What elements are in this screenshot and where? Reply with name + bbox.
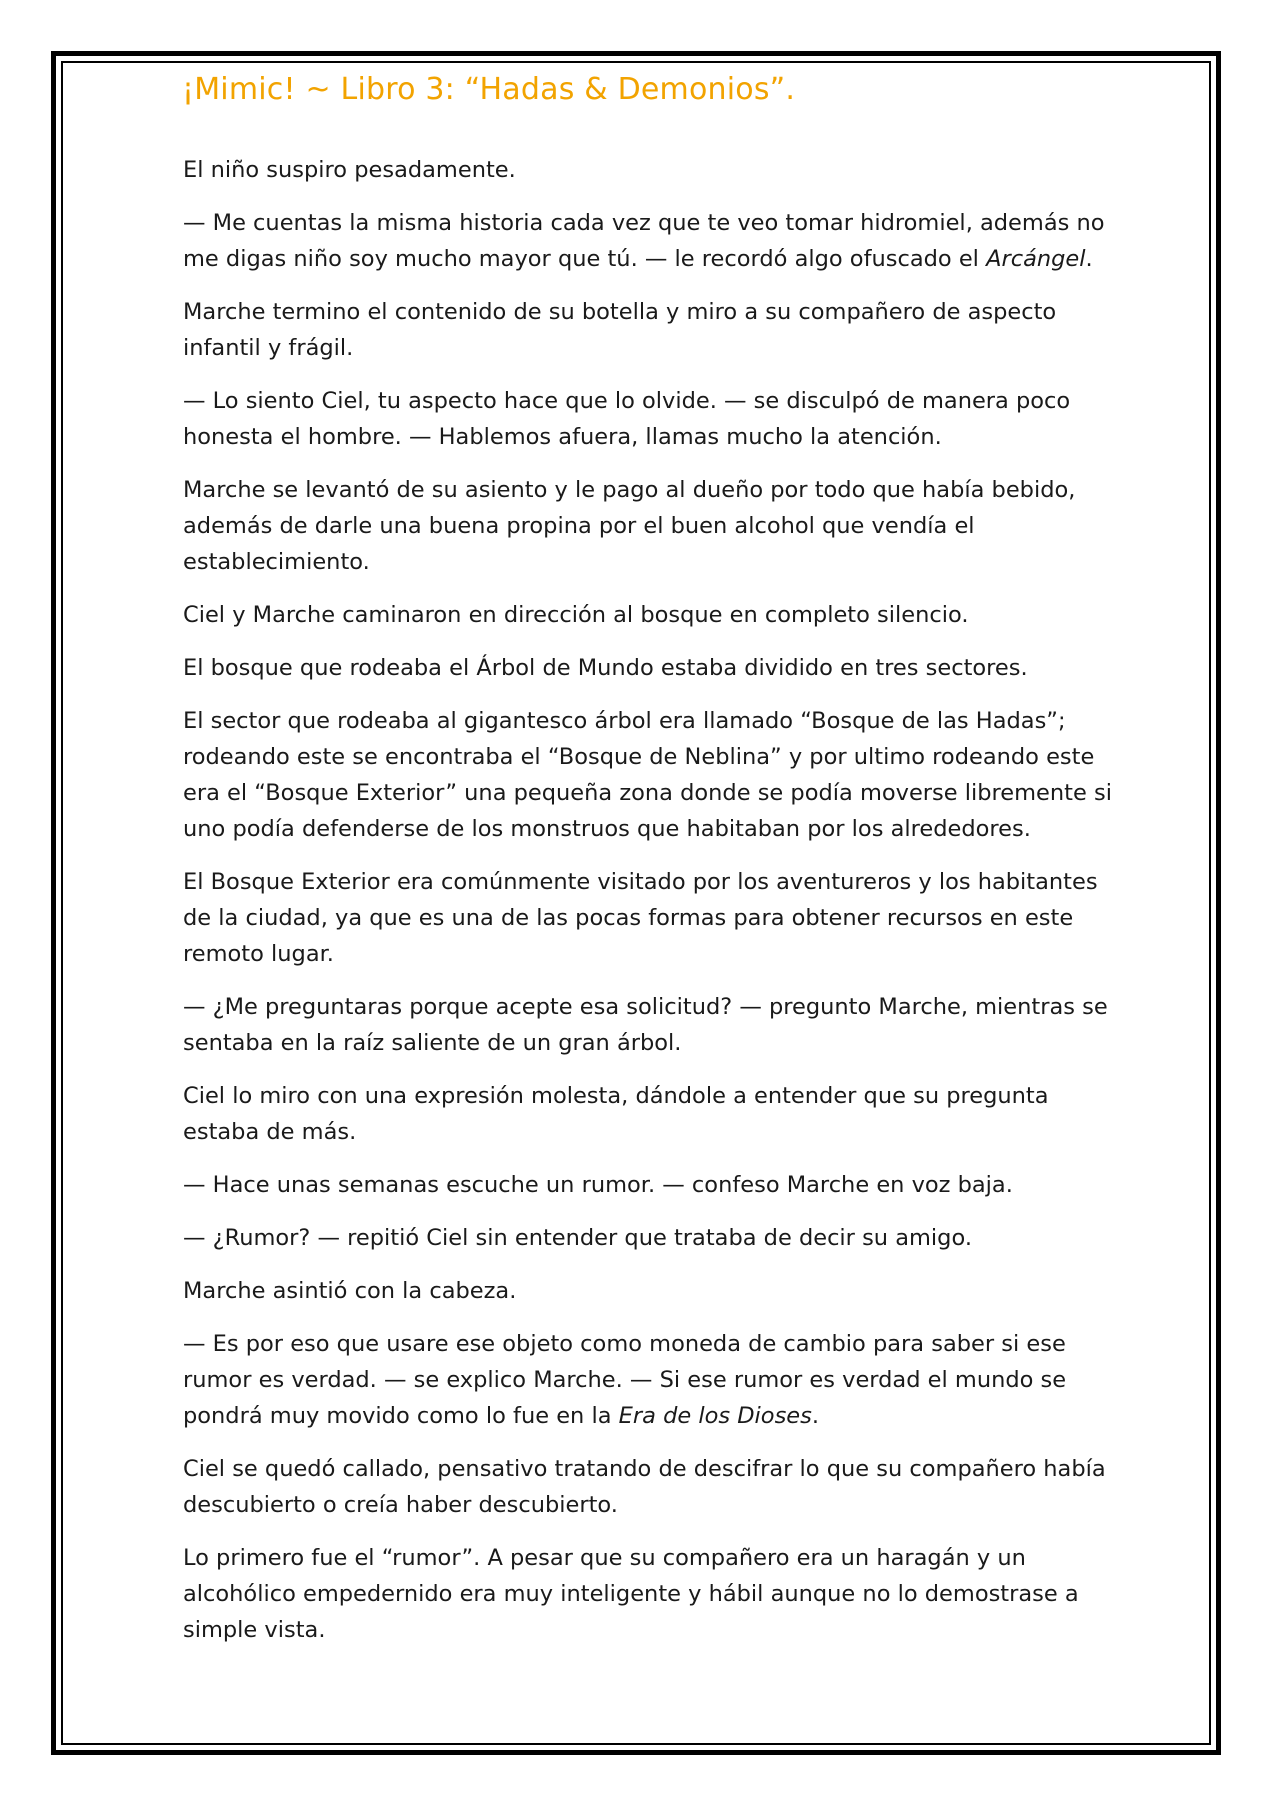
paragraph: Ciel y Marche caminaron en dirección al bosque en completo silencio. (183, 602, 969, 628)
paragraph-text: — Me cuentas la misma historia cada vez que te veo tomar hidromiel, además no me digas niño soy mucho mayor que tú. — le recordó algo ofuscado el (183, 210, 1105, 272)
paragraph: El Bosque Exterior era comúnmente visitado por los aventureros y los habitantes de la ciudad, ya que es una de las pocas formas para obtener recursos en este remoto lugar. (183, 869, 1098, 967)
paragraph (183, 1326, 1113, 1434)
paragraph: Marche se levantó de su asiento y le pago al dueño por todo que había bebido, además de darle una buena propina por el buen alcohol que vendía el establecimiento. (183, 477, 1076, 575)
paragraph-text: . (1085, 246, 1093, 272)
paragraph: — ¿Me preguntaras porque acepte esa solicitud? — pregunto Marche, mientras se sentaba en la raíz saliente de un gran árbol. (183, 994, 1108, 1056)
document-body (183, 152, 1113, 1665)
paragraph: Ciel se quedó callado, pensativo tratando de descifrar lo que su compañero había descubierto o creía haber descubierto. (183, 1456, 1106, 1518)
emphasis-text: Arcángel (986, 246, 1086, 272)
paragraph: Ciel lo miro con una expresión molesta, dándole a entender que su pregunta estaba de más. (183, 1083, 1049, 1145)
emphasis-text: Era de los Dioses (618, 1403, 812, 1429)
paragraph (183, 205, 1113, 277)
paragraph: El sector que rodeaba al gigantesco árbol era llamado “Bosque de las Hadas”; rodeando este se encontraba el “Bosque de Neblina” y por ultimo rodeando este era el “Bosque Exterior” una pequeña zona donde se podía moverse libremente si uno podía defenderse de los monstruos que habitaban por los alrededores. (183, 708, 1112, 842)
paragraph-text: — Es por eso que usare ese objeto como moneda de cambio para saber si ese rumor es verdad. — se explico Marche. — Si ese rumor es verdad el mundo se pondrá muy movido como lo fue en la (183, 1331, 1067, 1429)
page-title: ¡Mimic! ~ Libro 3: “Hadas & Demonios”. (182, 72, 796, 107)
paragraph-text: . (811, 1403, 820, 1429)
paragraph: — Lo siento Ciel, tu aspecto hace que lo olvide. — se disculpó de manera poco honesta el hombre. — Hablemos afuera, llamas mucho la atención. (183, 388, 1071, 450)
paragraph: Marche termino el contenido de su botella y miro a su compañero de aspecto infantil y frágil. (183, 299, 1057, 361)
paragraph: Lo primero fue el “rumor”. A pesar que su compañero era un haragán y un alcohólico empedernido era muy inteligente y hábil aunque no lo demostrase a simple vista. (183, 1545, 1079, 1643)
paragraph: — Hace unas semanas escuche un rumor. — confeso Marche en voz baja. (183, 1172, 1013, 1198)
paragraph: El niño suspiro pesadamente. (183, 157, 516, 183)
paragraph: Marche asintió con la cabeza. (183, 1278, 517, 1304)
paragraph: El bosque que rodeaba el Árbol de Mundo estaba dividido en tres sectores. (183, 655, 1028, 681)
paragraph: — ¿Rumor? — repitió Ciel sin entender que trataba de decir su amigo. (183, 1225, 972, 1251)
